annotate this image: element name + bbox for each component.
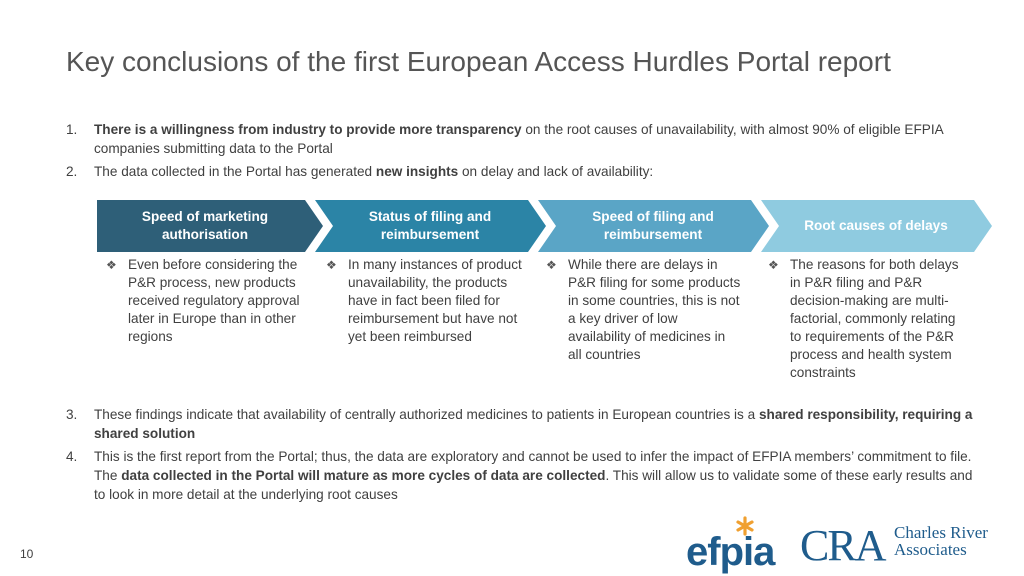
conclusion-number: 2. [66,164,78,179]
step-bullet-text: In many instances of product unavailability, the products have in fact been filed for reimbursement but have not yet been reimbursed [348,257,522,344]
diamond-bullet-icon: ❖ [768,258,779,272]
step-bullet-text: Even before considering the P&R process, new products received regulatory approval later in Europe than in other regions [128,257,300,344]
slide-title: Key conclusions of the first European Access Hurdles Portal report [66,46,891,77]
step-label-4: Root causes of delays [804,218,948,233]
step-bullet-2 [326,256,522,346]
step-label-2: Status of filing and reimbursement [368,209,492,242]
step-bullet-3 [546,256,742,364]
diamond-bullet-icon: ❖ [326,258,337,272]
conclusion-number: 4. [66,449,78,464]
step-label-1: Speed of marketing authorisation [141,209,269,242]
cra-name [894,524,988,558]
cra-name-line1: Charles River [894,523,988,542]
conclusion-text: This is the first report from the Portal; thus, the data are exploratory and cannot be used to infer the impact of EFPIA members’ commitment to file. The [94,449,972,483]
step-bullet-text: The reasons for both delays in P&R filing and P&R decision-making are multi-factorial, commonly relating to requirements of the P&R process and health system constraints [790,257,959,380]
conclusion-bold: data collected in the Portal will mature as more cycles of data are collected [121,468,606,483]
conclusion-text: on delay and lack of availability: [458,164,654,179]
conclusion-text: . This will allow us to validate some of these early results and to look in more detail at the underlying root causes [94,468,973,502]
conclusion-bold: new insights [375,164,459,179]
cra-mark: CRA [800,521,885,570]
conclusion-text: on the root causes of unavailability, with almost 90% of eligible EFPIA companies submitting data to the Portal [94,122,943,156]
diamond-bullet-icon: ❖ [546,258,557,272]
diamond-bullet-icon: ❖ [106,258,117,272]
conclusion-text: The data collected in the Portal has generated [94,164,376,179]
conclusion-text: These findings indicate that availability of centrally authorized medicines to patients in European countries is a [94,407,759,422]
step-bullet-4 [768,256,964,382]
conclusion-bold: There is a willingness from industry to provide more transparency [94,122,522,137]
conclusion-3 [66,405,986,443]
efpia-wordmark: efpia [686,530,775,574]
step-bullet-text: While there are delays in P&R filing for some products in some countries, this is not a key driver of low availability of medicines in all countries [568,257,741,362]
conclusion-4 [66,447,986,504]
conclusion-bold: shared responsibility, requiring a shared solution [94,407,973,441]
conclusion-number: 3. [66,407,78,422]
cra-name-line2: Associates [894,540,967,559]
step-bullet-1 [106,256,302,346]
step-label-3: Speed of filing and reimbursement [592,209,714,242]
efpia-star-icon [686,516,776,576]
conclusion-number: 1. [66,122,78,137]
page-number: 10 [20,547,34,561]
